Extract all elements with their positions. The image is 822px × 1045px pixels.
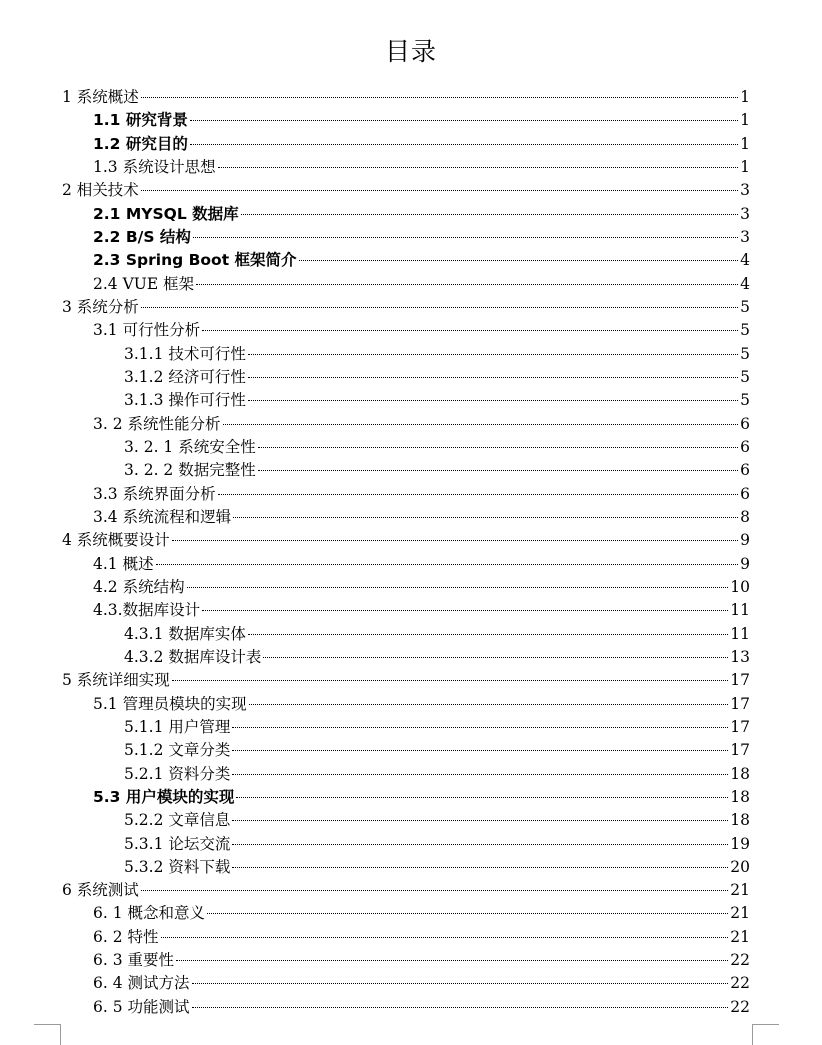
toc-entry-label: 6. 2 特性: [93, 927, 159, 946]
toc-page-number: 21: [730, 904, 750, 923]
toc-dot-leader: [172, 540, 738, 541]
toc-entry-label: 3. 2. 2 数据完整性: [124, 461, 256, 480]
toc-entry[interactable]: [62, 296, 750, 319]
toc-dot-leader: [258, 447, 738, 448]
toc-dot-leader: [258, 470, 738, 471]
toc-entry[interactable]: [62, 786, 750, 809]
toc-entry[interactable]: [62, 156, 750, 179]
toc-dot-leader: [141, 97, 738, 98]
toc-entry-label: 3. 2. 1 系统安全性: [124, 437, 256, 456]
toc-dot-leader: [176, 960, 728, 961]
toc-entry[interactable]: [62, 133, 750, 156]
toc-dot-leader: [192, 983, 729, 984]
toc-dot-leader: [223, 424, 739, 425]
toc-page-number: 17: [730, 694, 750, 713]
toc-page-number: 17: [730, 717, 750, 736]
toc-dot-leader: [141, 890, 728, 891]
toc-page-number: 19: [730, 834, 750, 853]
toc-entry-label: 5.3.1 论坛交流: [124, 834, 231, 853]
toc-dot-leader: [192, 1007, 729, 1008]
page-corner-mark-left: [34, 1024, 61, 1045]
toc-entry-label: 4.3.2 数据库设计表: [124, 647, 262, 666]
toc-entry[interactable]: [62, 996, 750, 1019]
toc-entry-label: 1 系统概述: [62, 88, 139, 106]
toc-entry[interactable]: [62, 553, 750, 576]
toc-entry[interactable]: [62, 833, 750, 856]
toc-dot-leader: [232, 844, 728, 845]
toc-entry[interactable]: [62, 506, 750, 529]
toc-page-number: 1: [740, 134, 750, 153]
toc-page-number: 5: [740, 391, 750, 410]
toc-entry[interactable]: [62, 483, 750, 506]
toc-entry[interactable]: [62, 949, 750, 972]
toc-entry[interactable]: [62, 809, 750, 832]
toc-entry-label: 4.3.数据库设计: [93, 601, 201, 620]
toc-entry-label: 6 系统测试: [62, 881, 139, 900]
toc-entry[interactable]: [62, 249, 750, 272]
toc-page-number: 18: [730, 787, 750, 806]
toc-page-number: 1: [740, 88, 750, 106]
toc-entry-label: 3.4 系统流程和逻辑: [93, 507, 232, 526]
toc-dot-leader: [248, 377, 738, 378]
toc-entry[interactable]: [62, 669, 750, 692]
toc-dot-leader: [141, 307, 738, 308]
toc-page-number: 13: [730, 647, 750, 666]
toc-dot-leader: [233, 517, 738, 518]
toc-entry-label: 3 系统分析: [62, 297, 139, 316]
toc-entry-label: 2.4 VUE 框架: [93, 274, 195, 293]
toc-entry-label: 4.1 概述: [93, 554, 154, 573]
toc-entry[interactable]: [62, 86, 750, 109]
toc-entry-label: 3. 2 系统性能分析: [93, 414, 221, 433]
toc-entry-label: 3.3 系统界面分析: [93, 484, 216, 503]
toc-page-number: 22: [730, 997, 750, 1016]
toc-page-number: 9: [740, 531, 750, 550]
toc-entry[interactable]: [62, 366, 750, 389]
toc-page-number: 22: [730, 974, 750, 993]
toc-entry[interactable]: [62, 389, 750, 412]
toc-page-number: 11: [730, 601, 750, 620]
toc-entry-label: 2 相关技术: [62, 181, 139, 200]
toc-page-number: 4: [740, 274, 750, 293]
toc-dot-leader: [232, 774, 728, 775]
toc-entry-label: 5.3.2 资料下载: [124, 857, 231, 876]
toc-entry[interactable]: [62, 459, 750, 482]
toc-dot-leader: [236, 797, 728, 798]
toc-page-number: 6: [740, 461, 750, 480]
toc-dot-leader: [218, 494, 739, 495]
toc-entry[interactable]: [62, 646, 750, 669]
toc-entry-label: 1.1 研究背景: [93, 111, 188, 130]
toc-entry-label: 6. 1 概念和意义: [93, 904, 206, 923]
toc-dot-leader: [141, 190, 738, 191]
toc-entry[interactable]: [62, 856, 750, 879]
toc-dot-leader: [232, 727, 728, 728]
toc-dot-leader: [299, 260, 739, 261]
toc-dot-leader: [232, 867, 728, 868]
toc-entry-label: 5.1 管理员模块的实现: [93, 694, 247, 713]
toc-entry[interactable]: [62, 763, 750, 786]
toc-dot-leader: [248, 400, 738, 401]
toc-page-number: 22: [730, 951, 750, 970]
toc-entry-label: 1.3 系统设计思想: [93, 157, 216, 176]
toc-entry[interactable]: [62, 179, 750, 202]
toc-entry-label: 5.1.1 用户管理: [124, 717, 231, 736]
toc-entry[interactable]: [62, 109, 750, 132]
toc-entry[interactable]: [62, 926, 750, 949]
toc-page-number: 5: [740, 367, 750, 386]
toc-page-number: 3: [740, 227, 750, 246]
toc-entry[interactable]: [62, 343, 750, 366]
toc-dot-leader: [249, 704, 729, 705]
toc-entry-label: 3.1.3 操作可行性: [124, 391, 246, 410]
toc-page-number: 18: [730, 764, 750, 783]
toc-page-number: 5: [740, 344, 750, 363]
toc-entry[interactable]: [62, 413, 750, 436]
toc-entry-label: 4.3.1 数据库实体: [124, 624, 246, 643]
toc-page-number: 5: [740, 321, 750, 340]
toc-dot-leader: [207, 913, 728, 914]
toc-page-number: 8: [740, 507, 750, 526]
toc-dot-leader: [161, 937, 729, 938]
toc-entry-label: 6. 5 功能测试: [93, 997, 190, 1016]
toc-entry-label: 3.1 可行性分析: [93, 321, 201, 340]
toc-entry-label: 2.3 Spring Boot 框架简介: [93, 251, 297, 270]
toc-page-number: 1: [740, 157, 750, 176]
toc-dot-leader: [196, 284, 738, 285]
toc-dot-leader: [241, 214, 739, 215]
toc-entry-label: 5.2.1 资料分类: [124, 764, 231, 783]
toc-page-number: 21: [730, 881, 750, 900]
toc-entry[interactable]: [62, 693, 750, 716]
toc-entry-label: 1.2 研究目的: [93, 134, 188, 153]
toc-entry-label: 4 系统概要设计: [62, 531, 170, 550]
toc-entry-label: 5.1.2 文章分类: [124, 741, 231, 760]
toc-entry-label: 2.2 B/S 结构: [93, 227, 191, 246]
toc-dot-leader: [193, 237, 738, 238]
toc-page-number: 18: [730, 811, 750, 830]
toc-entry-label: 4.2 系统结构: [93, 577, 185, 596]
toc-dot-leader: [232, 820, 728, 821]
toc-dot-leader: [187, 587, 729, 588]
toc-page-number: 9: [740, 554, 750, 573]
toc-entry-label: 3.1.1 技术可行性: [124, 344, 246, 363]
toc-entry[interactable]: [62, 576, 750, 599]
toc-entry[interactable]: [62, 319, 750, 342]
toc-entry-label: 2.1 MYSQL 数据库: [93, 204, 239, 223]
toc-dot-leader: [248, 634, 728, 635]
toc-page-number: 10: [730, 577, 750, 596]
toc-page-number: 6: [740, 484, 750, 503]
toc-dot-leader: [156, 564, 739, 565]
toc-page-number: 17: [730, 741, 750, 760]
toc-dot-leader: [190, 144, 738, 145]
toc-page-number: 4: [740, 251, 750, 270]
toc-entry[interactable]: [62, 203, 750, 226]
toc-dot-leader: [218, 167, 739, 168]
toc-page-number: 6: [740, 437, 750, 456]
toc-entry-label: 6. 4 测试方法: [93, 974, 190, 993]
toc-entry[interactable]: [62, 739, 750, 762]
toc-dot-leader: [202, 610, 728, 611]
toc-page-number: 6: [740, 414, 750, 433]
toc-page-number: 3: [740, 181, 750, 200]
toc-dot-leader: [172, 680, 728, 681]
toc-entry-label: 6. 3 重要性: [93, 951, 175, 970]
toc-entry[interactable]: [62, 273, 750, 296]
toc-entry[interactable]: [62, 226, 750, 249]
toc-entry-label: 3.1.2 经济可行性: [124, 367, 246, 386]
toc-entry[interactable]: [62, 599, 750, 622]
toc-dot-leader: [202, 330, 738, 331]
toc-page-number: 5: [740, 297, 750, 316]
toc-title: 目录: [384, 37, 437, 66]
toc-entry-label: 5.2.2 文章信息: [124, 811, 231, 830]
toc-entry[interactable]: [62, 972, 750, 995]
page-corner-mark-right: [752, 1024, 779, 1045]
toc-entry-label: 5 系统详细实现: [62, 671, 170, 690]
toc-entry[interactable]: [62, 716, 750, 739]
toc-page-number: 20: [730, 857, 750, 876]
toc-page-number: 21: [730, 927, 750, 946]
toc-entry[interactable]: [62, 623, 750, 646]
toc-page-number: 11: [730, 624, 750, 643]
toc-entry[interactable]: [62, 436, 750, 459]
toc-dot-leader: [248, 354, 738, 355]
toc-entry-label: 5.3 用户模块的实现: [93, 787, 235, 806]
toc-entry[interactable]: [62, 879, 750, 902]
toc-dot-leader: [232, 750, 728, 751]
toc-entry[interactable]: [62, 529, 750, 552]
table-of-contents: [62, 86, 750, 1019]
toc-entry[interactable]: [62, 902, 750, 925]
toc-dot-leader: [263, 657, 728, 658]
toc-page-number: 17: [730, 671, 750, 690]
toc-dot-leader: [190, 120, 738, 121]
toc-page-number: 3: [740, 204, 750, 223]
toc-page-number: 1: [740, 111, 750, 130]
